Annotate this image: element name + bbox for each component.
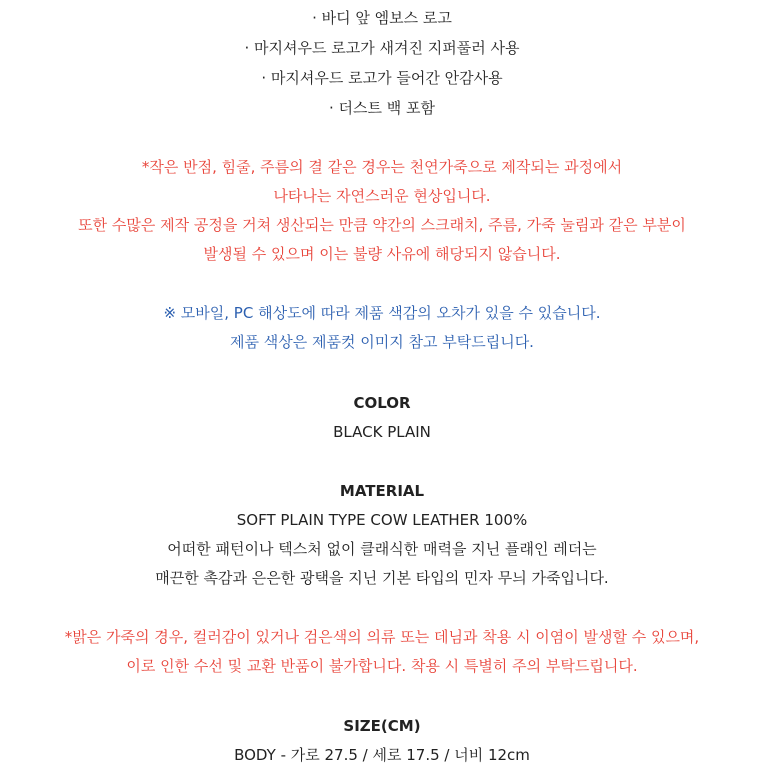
size-heading: SIZE(CM)	[343, 717, 421, 735]
color-value: BLACK PLAIN	[333, 423, 431, 441]
material-line: 어떠한 패턴이나 텍스처 없이 클래식한 매력을 지닌 플래인 레더는	[167, 540, 597, 558]
feature-item: · 마지셔우드 로고가 들어간 안감사용	[261, 69, 503, 87]
leather-notice-line: 또한 수많은 제작 공정을 거쳐 생산되는 만큼 약간의 스크래치, 주름, 가죽 눌림과 같은 부분이	[78, 216, 686, 234]
display-notice-line: 제품 색상은 제품컷 이미지 참고 부탁드립니다.	[230, 333, 534, 351]
display-notice-line: ※ 모바일, PC 해상도에 따라 제품 색감의 오차가 있을 수 있습니다.	[163, 304, 601, 322]
material-heading: MATERIAL	[339, 482, 425, 500]
leather-notice-line: 발생될 수 있으며 이는 불량 사유에 해당되지 않습니다.	[203, 245, 561, 263]
care-notice-line: *밝은 가죽의 경우, 컬러감이 있거나 검은색의 의류 또는 데님과 착용 시 이염이 발생할 수 있으며,	[64, 628, 700, 646]
material-line: 매끈한 촉감과 은은한 광택을 지닌 기본 타입의 민자 무늬 가죽입니다.	[155, 569, 609, 587]
size-body: BODY - 가로 27.5 / 세로 17.5 / 너비 12cm	[234, 746, 530, 764]
color-heading: COLOR	[353, 394, 411, 412]
feature-item: · 마지셔우드 로고가 새겨진 지퍼풀러 사용	[244, 39, 520, 57]
feature-item: · 바디 앞 엠보스 로고	[312, 9, 452, 27]
leather-notice-line: 나타나는 자연스러운 현상입니다.	[273, 187, 491, 205]
feature-item: · 더스트 백 포함	[328, 99, 435, 117]
leather-notice-line: *작은 반점, 힘줄, 주름의 결 같은 경우는 천연가죽으로 제작되는 과정에서	[141, 158, 623, 176]
care-notice-line: 이로 인한 수선 및 교환 반품이 불가합니다. 착용 시 특별히 주의 부탁드립니다.	[126, 657, 638, 675]
material-line: SOFT PLAIN TYPE COW LEATHER 100%	[236, 511, 528, 529]
